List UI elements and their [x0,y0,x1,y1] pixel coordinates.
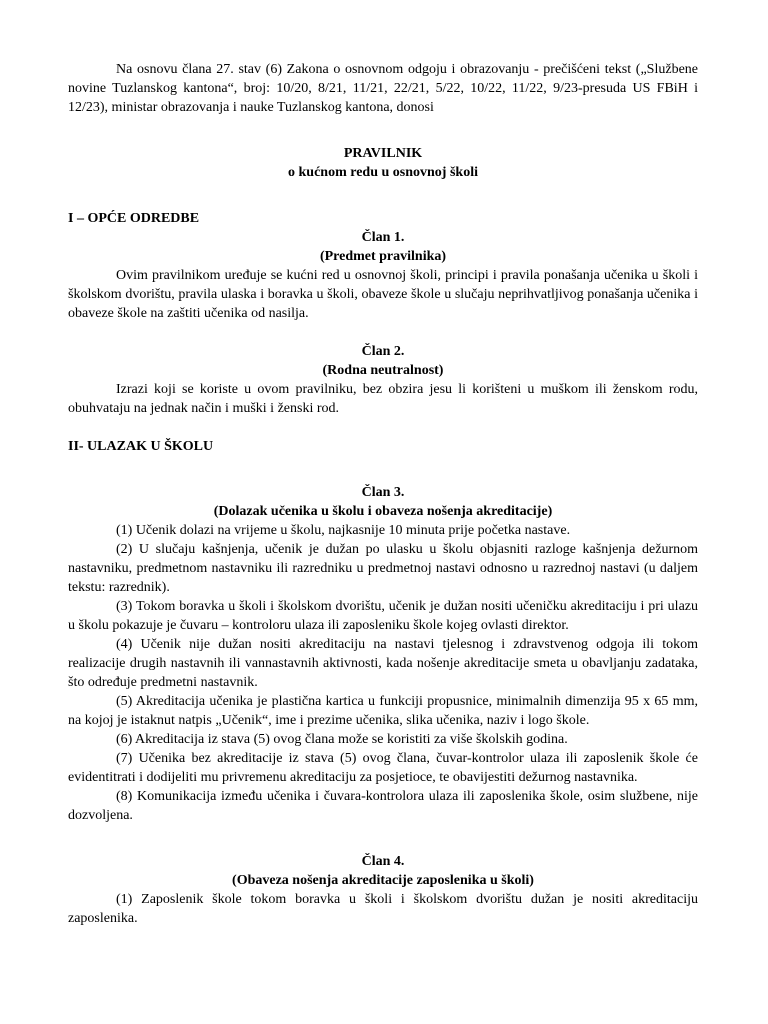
document-page [68,60,698,928]
section-heading-2: II- ULAZAK U ŠKOLU [68,439,214,454]
article-2-number: Član 2. [361,344,405,359]
article-2-name: (Rodna neutralnost) [322,363,444,378]
article-3-paragraph: (2) U slučaju kašnjenja, učenik je dužan po ulasku u školu objasniti razloge kašnjenja dežurnom nastavniku, predmetnom nastavniku ili razredniku u predmetnoj nastavi odnosno u razrednoj nastavi (u daljem tekstu: razrednik). [68,542,698,595]
article-3-paragraph: (7) Učenika bez akreditacije iz stava (5) ovog člana, čuvar-kontrolor ulaza ili zaposlenik škole će evidentitrati i dodijeliti mu privremenu akreditaciju za posjetioce, te obavijestiti dežurnog nastavnika. [68,751,698,785]
article-1-text: Ovim pravilnikom uređuje se kućni red u osnovnoj školi, principi i pravila ponašanja učenika u školi i školskom dvorištu, pravila ulaska i boravka u školi, obaveze škole u slučaju neprihvatljivog ponašanja učenika i obaveze škole na zaštiti učenika od nasilja. [68,268,698,321]
article-4-paragraph: (1) Zaposlenik škole tokom boravka u školi i školskom dvorištu dužan je nositi akreditaciju zaposlenika. [68,892,698,926]
article-3-paragraph: (6) Akreditacija iz stava (5) ovog člana može se koristiti za više školskih godina. [116,732,568,747]
article-3-name: (Dolazak učenika u školu i obaveza nošenja akreditacije) [213,504,553,519]
article-1-number: Član 1. [361,230,405,245]
document-title: PRAVILNIK [343,146,423,161]
article-3-paragraph: (5) Akreditacija učenika je plastična kartica u funkciji propusnice, minimalnih dimenzija 95 x 65 mm, na kojoj je istaknut natpis „Učenik“, ime i prezime učenika, slika učenika, naziv i logo škole. [68,694,698,728]
article-2-text: Izrazi koji se koriste u ovom pravilniku, bez obzira jesu li korišteni u muškom ili ženskom rodu, obuhvataju na jednak način i muški i ženski rod. [68,382,698,416]
article-3-paragraph: (3) Tokom boravka u školi i školskom dvorištu, učenik je dužan nositi učeničku akreditaciju i pri ulazu u školu pokazuje je čuvaru – kontroloru ulaza ili zaposleniku škole kojeg ovlasti direktor. [68,599,698,633]
article-3-paragraph: (8) Komunikacija između učenika i čuvara-kontrolora ulaza ili zaposlenika škole, osim službene, nije dozvoljena. [68,789,698,823]
article-4-name: (Obaveza nošenja akreditacije zaposlenika u školi) [232,873,534,888]
article-1-name: (Predmet pravilnika) [319,249,447,264]
preamble: Na osnovu člana 27. stav (6) Zakona o osnovnom odgoju i obrazovanju - prečišćeni tekst („Službene novine Tuzlanskog kantona“, broj: 10/20, 8/21, 11/21, 22/21, 5/22, 10/22, 11/22, 9/23-presuda US FBiH i 12/23), ministar obrazovanja i nauke Tuzlanskog kantona, donosi [68,62,698,115]
section-heading-1: I – OPĆE ODREDBE [68,211,200,226]
article-3-paragraph: (1) Učenik dolazi na vrijeme u školu, najkasnije 10 minuta prije početka nastave. [116,523,571,538]
article-4-number: Član 4. [361,854,405,869]
article-3-number: Član 3. [361,485,405,500]
document-subtitle: o kućnom redu u osnovnoj školi [288,165,478,180]
article-3-paragraph: (4) Učenik nije dužan nositi akreditaciju na nastavi tjelesnog i zdravstvenog odgoja ili tokom realizacije drugih nastavnih ili vannastavnih aktivnosti, kada nošenje akreditacije smeta u obavljanju zadataka, što određuje predmetni nastavnik. [68,637,698,690]
